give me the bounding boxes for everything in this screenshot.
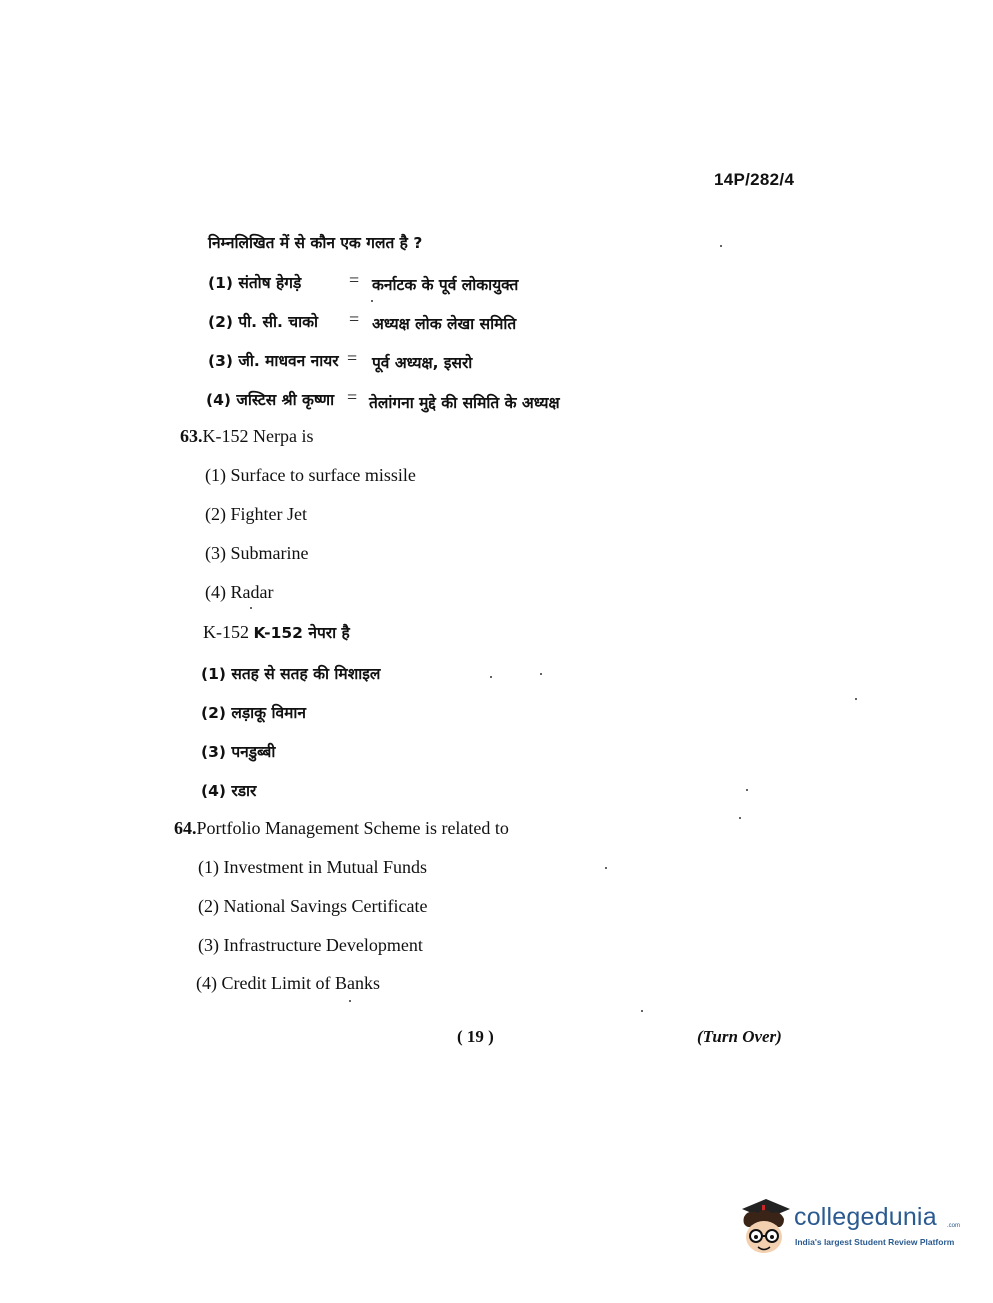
q63-hindi-option-2: (2) लड़ाकू विमान <box>201 704 306 722</box>
page-number: ( 19 ) <box>457 1027 494 1046</box>
brand-wordmark: collegedunia <box>794 1203 937 1231</box>
q64-question: 64.Portfolio Management Scheme is related to <box>174 818 509 838</box>
scan-speck <box>739 817 741 819</box>
scan-speck <box>720 245 722 247</box>
q63-hindi-option-1: (1) सतह से सतह की मिशाइल <box>201 665 381 683</box>
scan-speck <box>490 676 492 678</box>
q63-hindi-option-3: (3) पनडुब्बी <box>201 743 276 761</box>
q64-option-3: (3) Infrastructure Development <box>198 935 423 955</box>
q64-option-2: (2) National Savings Certificate <box>198 896 428 916</box>
brand-tagline: India's largest Student Review Platform <box>795 1237 955 1247</box>
q63-option-3: (3) Submarine <box>205 543 309 563</box>
q62-hindi-question: निम्नलिखित में से कौन एक गलत है ? <box>208 234 423 252</box>
q63-option-4: (4) Radar <box>205 582 274 602</box>
brand-suffix: .com <box>947 1223 961 1229</box>
q63-option-2: (2) Fighter Jet <box>205 504 307 524</box>
collegedunia-watermark <box>734 1195 959 1265</box>
q63-question: 63.K-152 Nerpa is <box>180 426 314 446</box>
scan-speck <box>855 698 857 700</box>
q63-option-1: (1) Surface to surface missile <box>205 465 416 485</box>
mascot-icon <box>734 1195 794 1265</box>
q64-option-4: (4) Credit Limit of Banks <box>196 973 380 993</box>
scan-speck <box>371 300 373 302</box>
scan-speck <box>641 1010 643 1012</box>
q64-option-1: (1) Investment in Mutual Funds <box>198 857 427 877</box>
scan-speck <box>349 1000 351 1002</box>
scan-speck <box>250 607 252 609</box>
scan-speck <box>605 867 607 869</box>
turn-over-label: (Turn Over) <box>697 1027 782 1046</box>
q63-hindi-option-4: (4) रडार <box>201 782 257 800</box>
q63-hindi-question: K-152 K-152 नेपरा है <box>203 622 350 642</box>
paper-code: 14P/282/4 <box>714 170 795 189</box>
scan-speck <box>540 673 542 675</box>
scan-speck <box>746 789 748 791</box>
